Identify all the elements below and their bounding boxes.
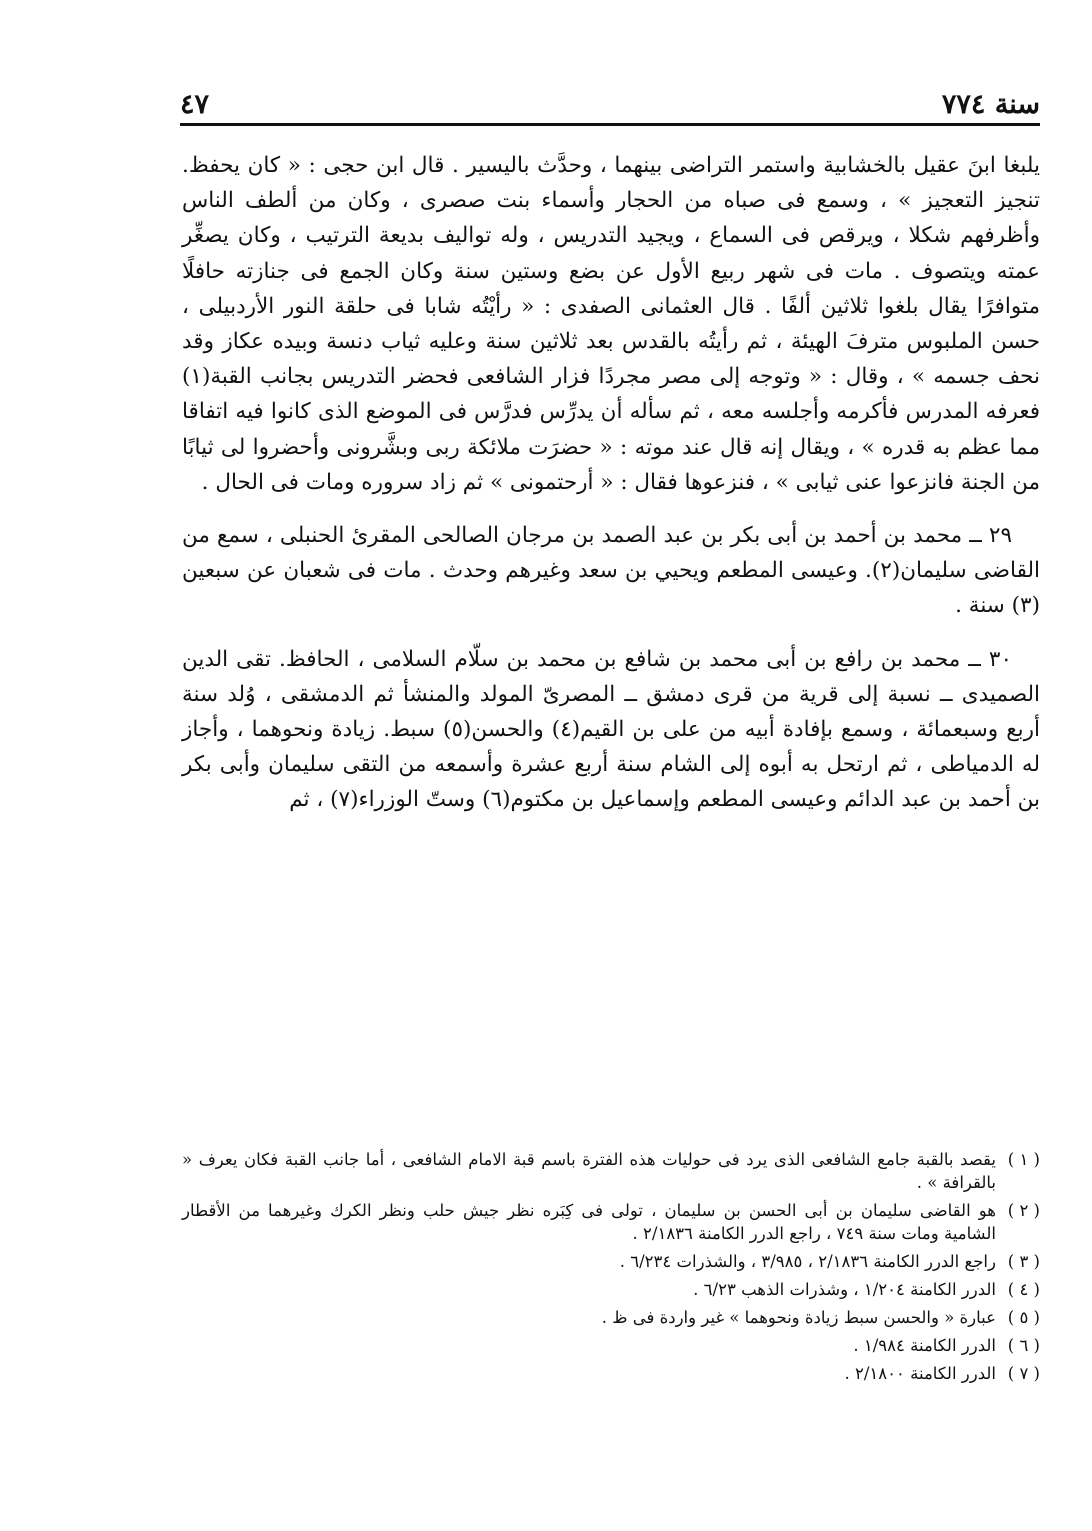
footnote-number: ( ٣ ) — [1007, 1252, 1040, 1271]
running-title: سنة ٧٧٤ — [941, 89, 1040, 120]
footnote-4 — [182, 1278, 1040, 1301]
footnote-text: الدرر الكامنة ١/٩٨٤ . — [853, 1336, 996, 1355]
footnote-6 — [182, 1334, 1040, 1357]
footnote-number: ( ٥ ) — [1007, 1308, 1040, 1327]
footnote-number: ( ١ ) — [1007, 1150, 1040, 1169]
footnote-7 — [182, 1362, 1040, 1385]
footnote-1 — [182, 1148, 1040, 1194]
footnote-2 — [182, 1199, 1040, 1245]
footnote-number: ( ٢ ) — [1007, 1201, 1040, 1220]
paragraph-continuation: يلبغا ابنَ عقيل بالخشابية واستمر التراضى بينهما ، وحدَّث باليسير . قال ابن حجى : « كان يحفظ. تنجيز التعجيز » ، وسمع فى صباه من الحجار وأسماء بنت صصرى ، وكان من ألطف الناس وأظرفهم شكلا ، ويرقص فى السماع ، ويجيد التدريس ، وله تواليف بديعة الترتيب ، وكان يصغِّر عمته ويتصوف . مات فى شهر ربيع الأول عن بضع وستين سنة وكان الجمع فى جنازته حافلًا متوافرًا يقال بلغوا ثلاثين ألفًا . قال العثمانى الصفدى : « رأيْتُه شابا فى حلقة النور الأردبيلى ، حسن الملبوس مترفَ الهيئة ، ثم رأيتُه بالقدس بعد ثلاثين سنة وعليه ثياب دنسة وبيده عكاز وقد نحف جسمه » ، وقال : « وتوجه إلى مصر مجردًا فزار الشافعى فحضر التدريس بجانب القبة(١) فعرفه المدرس فأكرمه وأجلسه معه ، ثم سأله أن يدرِّس فدرَّس فى الموضع الذى كانوا فيه اتفاقا مما عظم به قدره » ، ويقال إنه قال عند موته : « حضرَت ملائكة ربى وبشَّرونى وأحضروا لى ثيابًا من الجنة فانزعوا عنى ثيابى » ، فنزعوها فقال : « أرحتمونى » ثم زاد سروره ومات فى الحال . — [182, 153, 1040, 495]
footnote-5 — [182, 1306, 1040, 1329]
footnote-text: الدرر الكامنة ١/٢٠٤ ، وشذرات الذهب ٦/٢٣ . — [693, 1280, 996, 1299]
entry-30: ٣٠ ــ محمد بن رافع بن أبى محمد بن شافع بن محمد بن سلّام السلامى ، الحافظ. تقى الدين الصميدى ــ نسبة إلى قرية من قرى دمشق ــ المصرىّ المولد والمنشأ ثم الدمشقى ، وُلد سنة أربع وسبعمائة ، وسمع بإفادة أبيه من على بن القيم(٤) والحسن(٥) سبط. زيادة ونحوهما ، وأجاز له الدمياطى ، ثم ارتحل به أبوه إلى الشام سنة أربع عشرة وأسمعه من التقى سليمان وأبى بكر بن أحمد بن عبد الدائم وعيسى المطعم وإسماعيل بن مكتوم(٦) وستّ الوزراء(٧) ، ثم — [182, 646, 1040, 813]
header-rule — [180, 123, 1040, 126]
footnotes — [182, 1148, 1040, 1390]
footnote-number: ( ٧ ) — [1007, 1364, 1040, 1383]
footnote-text: الدرر الكامنة ٢/١٨٠٠ . — [844, 1364, 996, 1383]
footnote-text: راجع الدرر الكامنة ٢/١٨٣٦ ، ٣/٩٨٥ ، والشذرات ٦/٢٣٤ . — [619, 1252, 996, 1271]
footnote-text: هو القاضى سليمان بن أبى الحسن بن سليمان ، تولى فى كِبَره نظر جيش حلب ونظر الكرك وغيرهما من الأقطار الشامية ومات سنة ٧٤٩ ، راجع الدرر الكامنة ٢/١٨٣٦ . — [182, 1201, 996, 1243]
footnote-number: ( ٤ ) — [1007, 1280, 1040, 1299]
entry-29: ٢٩ ــ محمد بن أحمد بن أبى بكر بن عبد الصمد بن مرجان الصالحى المقرئ الحنبلى ، سمع من القاضى سليمان(٢). وعيسى المطعم ويحيي بن سعد وغيرهم وحدث . مات فى شعبان عن سبعين (٣) سنة . — [182, 523, 1040, 619]
footnote-number: ( ٦ ) — [1007, 1336, 1040, 1355]
page-number: ٤٧ — [180, 89, 210, 120]
page-header — [180, 78, 1040, 120]
footnote-text: يقصد بالقبة جامع الشافعى الذى يرد فى حوليات هذه الفترة باسم قبة الامام الشافعى ، أما جانب القبة فكان يعرف « بالقرافة » . — [182, 1150, 996, 1192]
footnote-text: عبارة « والحسن سبط زيادة ونحوهما » غير واردة فى ظ . — [601, 1308, 996, 1327]
footnote-3 — [182, 1250, 1040, 1273]
main-text — [182, 148, 1040, 818]
